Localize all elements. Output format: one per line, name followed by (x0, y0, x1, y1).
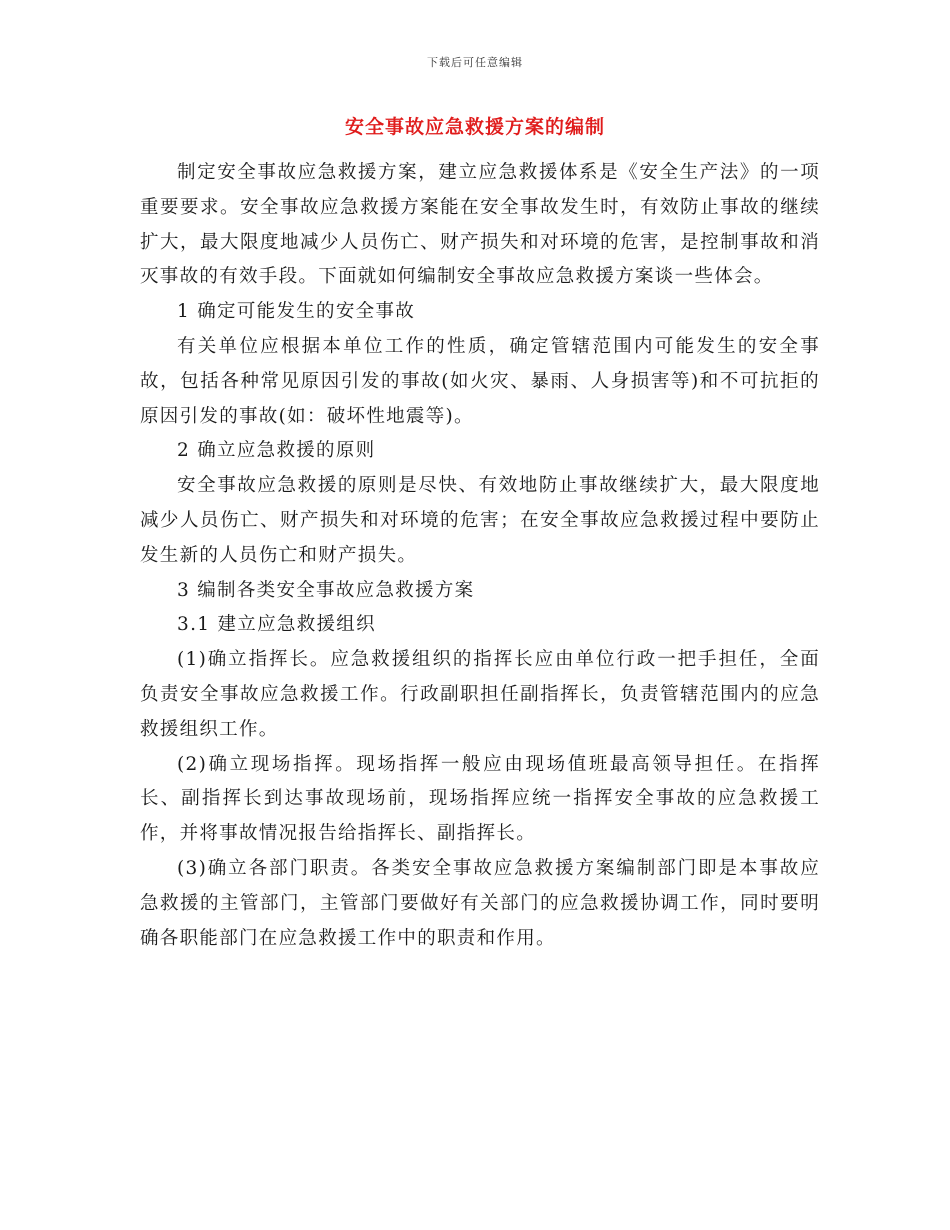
section-2-heading: 2 确立应急救援的原则 (177, 440, 376, 462)
item-3-paragraph: (3)确立各部门职责。各类安全事故应急救援方案编制部门即是本事故应急救援的主管部门，主管部门要做好有关部门的应急救援协调工作，同时要明确各职能部门在应急救援工作中的职责和作用。 (140, 857, 820, 949)
item-2-paragraph: (2)确立现场指挥。现场指挥一般应由现场值班最高领导担任。在指挥长、副指挥长到达事故现场前，现场指挥应统一指挥安全事故的应急救援工作，并将事故情况报告给指挥长、副指挥长。 (140, 753, 820, 845)
section-3-heading: 3 编制各类安全事故应急救援方案 (177, 579, 475, 601)
document-title: 安全事故应急救援方案的编制 (344, 116, 605, 138)
section-1-paragraph: 有关单位应根据本单位工作的性质，确定管辖范围内可能发生的安全事故，包括各种常见原因引发的事故(如火灾、暴雨、人身损害等)和不可抗拒的原因引发的事故(如：破坏性地震等)。 (140, 335, 820, 427)
item-1-paragraph: (1)确立指挥长。应急救援组织的指挥长应由单位行政一把手担任，全面负责安全事故应急救援工作。行政副职担任副指挥长，负责管辖范围内的应急救援组织工作。 (140, 649, 820, 740)
section-3-1-subheading: 3.1 建立应急救援组织 (177, 614, 376, 636)
document-body (140, 156, 820, 956)
intro-paragraph: 制定安全事故应急救援方案，建立应急救援体系是《安全生产法》的一项重要要求。安全事故应急救援方案能在安全事故发生时，有效防止事故的继续扩大，最大限度地减少人员伤亡、财产损失和对环境的危害，是控制事故和消灭事故的有效手段。下面就如何编制安全事故应急救援方案谈一些体会。 (140, 162, 820, 288)
section-2-paragraph: 安全事故应急救援的原则是尽快、有效地防止事故继续扩大，最大限度地减少人员伤亡、财产损失和对环境的危害；在安全事故应急救援过程中要防止发生新的人员伤亡和财产损失。 (140, 475, 820, 566)
header-note: 下载后可任意编辑 (427, 56, 523, 69)
section-1-heading: 1 确定可能发生的安全事故 (177, 301, 416, 323)
